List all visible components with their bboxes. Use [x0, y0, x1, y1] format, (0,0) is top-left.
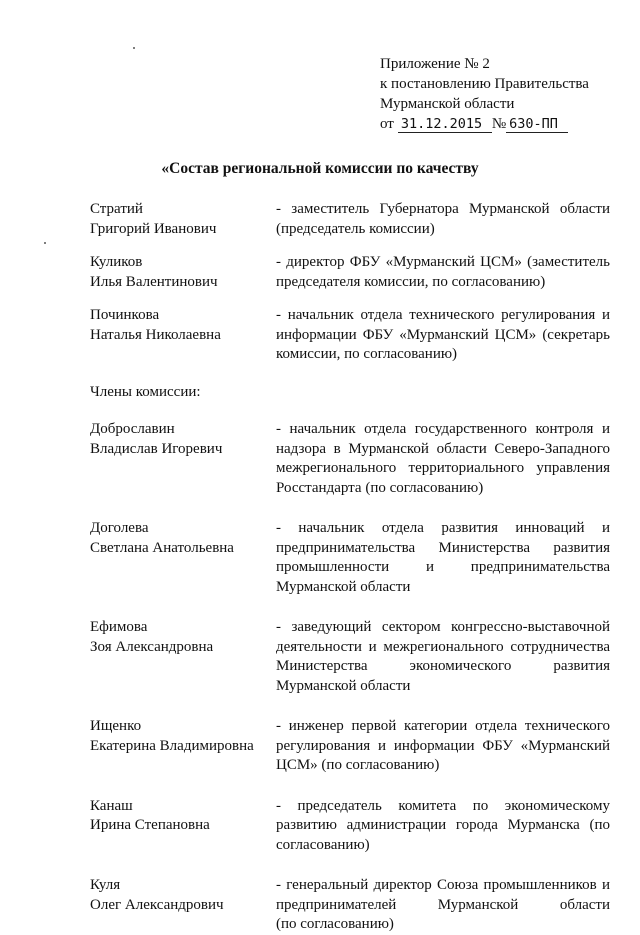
role-line: - начальник отдела государственного контроля и — [276, 421, 610, 437]
member-given: Светлана Анатольевна — [90, 539, 234, 556]
commission-member — [90, 797, 610, 856]
appendix-block — [380, 54, 589, 134]
role-line: деятельности и межрегионального сотрудничества — [276, 638, 610, 655]
role-line: ЦСМ» (по согласованию) — [276, 757, 440, 773]
role-line: - начальник отдела развития инноваций и — [276, 520, 610, 536]
decree-number: 630-ПП — [506, 116, 568, 133]
role-line: предпринимательства Министерства развития — [276, 539, 610, 556]
member-role — [276, 306, 610, 365]
number-sign: № — [491, 116, 507, 132]
members-list — [90, 420, 610, 935]
decree-date-number — [380, 114, 589, 134]
member-name — [90, 420, 276, 498]
commission-member — [90, 306, 610, 365]
date-prefix: от — [380, 116, 394, 132]
member-role — [276, 717, 610, 776]
member-surname: Доброславин — [90, 421, 175, 437]
member-surname: Доголева — [90, 520, 149, 536]
member-surname: Стратий — [90, 201, 143, 217]
role-line: Мурманской области — [276, 677, 411, 694]
member-name — [90, 253, 276, 292]
member-name — [90, 797, 276, 856]
role-line: (по согласованию) — [276, 916, 394, 932]
role-line: - генеральный директор Союза промышленников и — [276, 877, 610, 893]
member-given: Владислав Игоревич — [90, 440, 223, 457]
member-role — [276, 618, 610, 696]
role-line: промышленности и предпринимательства — [276, 559, 610, 575]
document-title: «Состав региональной комиссии по качеству — [161, 160, 479, 177]
decree-date: 31.12.2015 — [398, 116, 492, 133]
member-role — [276, 797, 610, 856]
member-name — [90, 200, 276, 239]
member-surname: Ищенко — [90, 718, 142, 734]
member-role — [276, 519, 610, 597]
role-line: регулирования и информации ФБУ «Мурманский — [276, 737, 610, 754]
appendix-line: Мурманской области — [380, 96, 515, 112]
member-surname: Куликов — [90, 254, 143, 270]
role-line: надзора в Мурманской области Северо-Западного — [276, 440, 610, 457]
role-line: Росстандарта (по согласованию) — [276, 479, 484, 496]
role-line: Мурманской области — [276, 578, 411, 595]
role-line: Министерства экономического развития — [276, 658, 610, 674]
commission-member — [90, 519, 610, 597]
role-line: - председатель комитета по экономическому — [276, 797, 610, 814]
member-surname: Починкова — [90, 307, 160, 323]
commission-member — [90, 420, 610, 498]
member-role — [276, 200, 610, 239]
commission-member — [90, 200, 610, 239]
member-role — [276, 253, 610, 292]
role-line: предпринимателей Мурманской области — [276, 896, 610, 913]
role-line: межрегионального территориального управления — [276, 460, 610, 476]
role-line: - заведующий сектором конгрессно-выставочной — [276, 619, 610, 635]
member-given: Зоя Александровна — [90, 638, 214, 655]
scan-speck — [133, 47, 135, 49]
member-given: Наталья Николаевна — [90, 326, 221, 343]
role-line: согласованию) — [276, 836, 370, 853]
commission-member — [90, 253, 610, 292]
role-line: - инженер первой категории отдела технического — [276, 718, 610, 734]
scan-speck — [44, 242, 46, 244]
member-role — [276, 420, 610, 498]
commission-member — [90, 618, 610, 696]
role-line: - начальник отдела технического регулирования и — [276, 307, 610, 323]
member-name — [90, 717, 276, 776]
leaders-list — [90, 200, 610, 365]
member-given: Илья Валентинович — [90, 273, 218, 290]
member-name — [90, 876, 276, 935]
member-given: Екатерина Владимировна — [90, 737, 254, 754]
appendix-line: к постановлению Правительства — [380, 76, 589, 92]
appendix-line: Приложение № 2 — [380, 56, 490, 72]
commission-member — [90, 876, 610, 935]
member-given: Григорий Иванович — [90, 220, 217, 237]
member-name — [90, 519, 276, 597]
role-line: (председатель комиссии) — [276, 220, 435, 237]
commission-member — [90, 717, 610, 776]
role-line: - заместитель Губернатора Мурманской области — [276, 201, 610, 217]
role-line: комиссии, по согласованию) — [276, 346, 458, 362]
role-line: - директор ФБУ «Мурманский ЦСМ» (заместитель — [276, 254, 610, 270]
member-name — [90, 306, 276, 365]
member-surname: Ефимова — [90, 619, 148, 635]
member-name — [90, 618, 276, 696]
commission-list — [90, 200, 610, 935]
role-line: информации ФБУ «Мурманский ЦСМ» (секретарь — [276, 326, 610, 343]
member-role — [276, 876, 610, 935]
members-heading: Члены комиссии: — [90, 383, 201, 400]
role-line: развитию администрации города Мурманска (по — [276, 817, 610, 833]
member-given: Олег Александрович — [90, 896, 224, 913]
member-surname: Канаш — [90, 797, 133, 814]
role-line: председателя комиссии, по согласованию) — [276, 273, 546, 290]
member-given: Ирина Степановна — [90, 817, 210, 833]
member-surname: Куля — [90, 877, 121, 893]
